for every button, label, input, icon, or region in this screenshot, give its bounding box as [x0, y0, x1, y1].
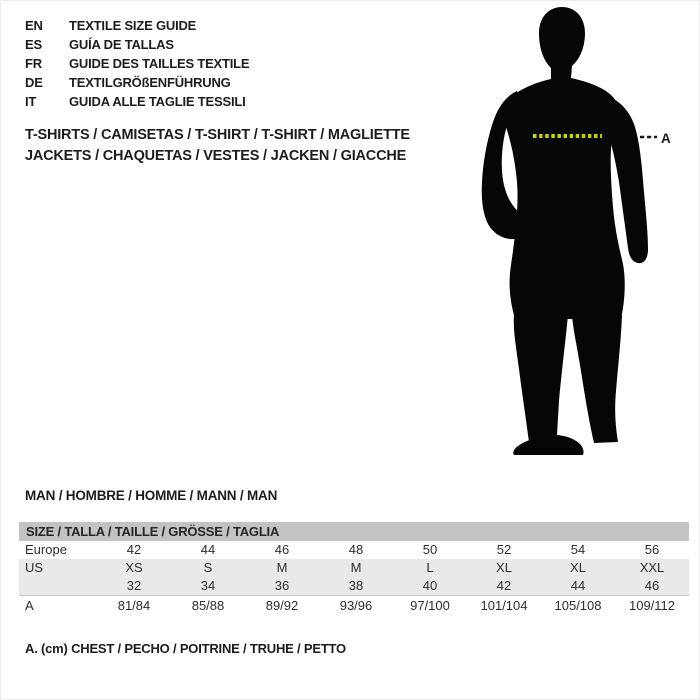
- table-cell: 85/88: [191, 598, 225, 613]
- table-cell: 50: [422, 542, 438, 557]
- measure-label-a: A: [661, 131, 671, 146]
- language-code: DE: [25, 75, 43, 90]
- language-code: EN: [25, 18, 43, 33]
- table-cell: M: [276, 560, 288, 575]
- language-code: ES: [25, 37, 42, 52]
- language-row-de: [25, 73, 249, 92]
- category-jackets: JACKETS / CHAQUETAS / VESTES / JACKEN / GIACCHE: [25, 148, 407, 164]
- table-cell: 101/104: [480, 598, 528, 613]
- language-row-it: [25, 92, 249, 111]
- table-cell: XS: [125, 560, 143, 575]
- man-silhouette: [504, 7, 625, 319]
- measurement-footnote: A. (cm) CHEST / PECHO / POITRINE / TRUHE / PETTO: [25, 641, 346, 656]
- language-label: TEXTILGRÖßENFÜHRUNG: [69, 75, 231, 90]
- table-cell: 109/112: [628, 598, 676, 613]
- table-row-europe: [19, 541, 689, 559]
- size-table: [19, 522, 689, 615]
- table-cell: 46: [274, 542, 290, 557]
- language-code: FR: [25, 56, 42, 71]
- table-cell: 44: [200, 542, 216, 557]
- table-cell: XL: [496, 560, 512, 575]
- section-title-man: MAN / HOMBRE / HOMME / MANN / MAN: [25, 488, 278, 503]
- language-row-fr: [25, 54, 249, 73]
- table-cell: XXL: [639, 560, 665, 575]
- category-tshirts: T-SHIRTS / CAMISETAS / T-SHIRT / T-SHIRT / MAGLIETTE: [25, 127, 410, 143]
- man-right-leg: [572, 315, 622, 443]
- language-label: GUÍA DE TALLAS: [69, 37, 174, 52]
- table-cell: 81/84: [117, 598, 151, 613]
- man-left-leg: [514, 315, 568, 442]
- language-label: GUIDA ALLE TAGLIE TESSILI: [69, 94, 246, 109]
- table-cell: 44: [570, 578, 586, 593]
- man-shoe: [513, 435, 583, 455]
- table-row-chest-a: [19, 595, 689, 615]
- man-silhouette-figure: [441, 1, 691, 471]
- table-cell: 34: [200, 578, 216, 593]
- table-cell: 32: [126, 578, 142, 593]
- table-cell: 97/100: [410, 598, 450, 613]
- table-cell: 38: [348, 578, 364, 593]
- table-cell: 36: [274, 578, 290, 593]
- size-table-header: SIZE / TALLA / TAILLE / GRÖSSE / TAGLIA: [19, 522, 689, 541]
- row-label: US: [25, 560, 44, 575]
- table-cell: 42: [126, 542, 142, 557]
- table-cell: L: [426, 560, 434, 575]
- table-cell: M: [350, 560, 362, 575]
- language-row-es: [25, 35, 249, 54]
- table-cell: 93/96: [339, 598, 373, 613]
- table-cell: 56: [644, 542, 660, 557]
- table-cell: 46: [644, 578, 660, 593]
- table-cell: 105/108: [554, 598, 602, 613]
- table-row-us: [19, 559, 689, 577]
- language-list: [25, 16, 249, 111]
- table-cell: XL: [570, 560, 586, 575]
- table-cell: 42: [496, 578, 512, 593]
- table-cell: 54: [570, 542, 586, 557]
- language-row-en: [25, 16, 249, 35]
- row-label: A: [25, 598, 34, 613]
- table-cell: 89/92: [265, 598, 299, 613]
- table-cell: S: [203, 560, 213, 575]
- table-cell: 40: [422, 578, 438, 593]
- table-cell: 52: [496, 542, 512, 557]
- row-label: Europe: [25, 542, 67, 557]
- product-categories: [25, 125, 410, 167]
- language-label: TEXTILE SIZE GUIDE: [69, 18, 197, 33]
- language-label: GUIDE DES TAILLES TEXTILE: [69, 56, 250, 71]
- table-row-numeric: [19, 577, 689, 595]
- language-code: IT: [25, 94, 37, 109]
- table-cell: 48: [348, 542, 364, 557]
